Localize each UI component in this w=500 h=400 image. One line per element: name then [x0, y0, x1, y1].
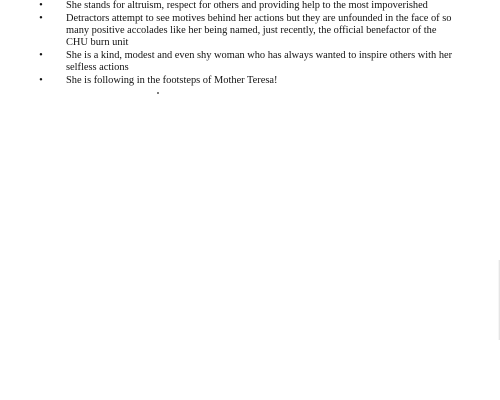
bullet-list	[36, 0, 456, 88]
scan-speck	[157, 92, 159, 94]
bullet-text: She is following in the footsteps of Mother Teresa!	[66, 75, 278, 86]
bullet-text: Detractors attempt to see motives behind her actions but they are unfounded in the face of so many positive accolades like her being named, just recently, the official benefactor of the CHU burn unit	[66, 13, 452, 48]
bullet-marker: •	[39, 0, 43, 11]
bullet-text: She is a kind, modest and even shy woman who has always wanted to inspire others with her selfless actions	[66, 50, 453, 73]
bullet-marker: •	[39, 50, 43, 61]
bullet-text: She stands for altruism, respect for others and providing help to the most impoverished	[66, 0, 428, 11]
bullet-item-kind-modest	[36, 50, 456, 74]
bullet-item-mother-teresa	[36, 75, 456, 87]
bullet-marker: •	[39, 13, 43, 24]
bullet-item-altruism	[36, 0, 456, 12]
bullet-marker: •	[39, 75, 43, 86]
bullet-item-detractors	[36, 13, 456, 49]
